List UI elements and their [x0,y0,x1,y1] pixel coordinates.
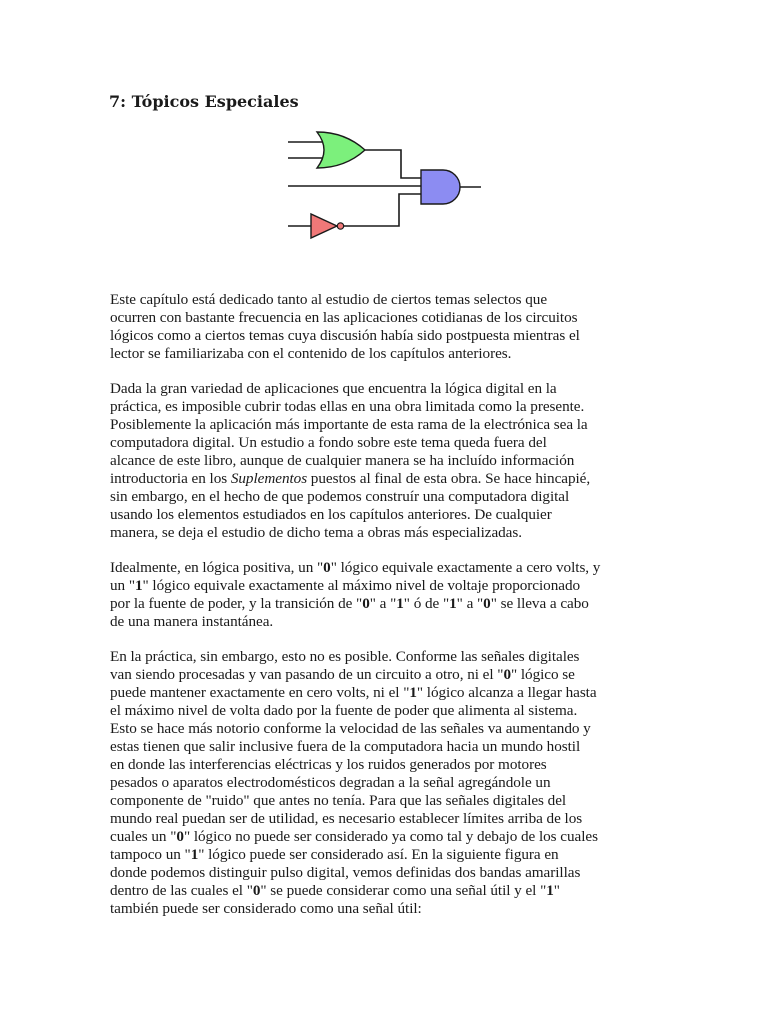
logic-value: 0 [362,595,370,612]
text-line: alcance de este libro, aunque de cualquier manera se ha incluído información [110,452,575,469]
paragraph [110,380,670,542]
text-line: de una manera instantánea. [110,613,274,630]
logic-value: 1 [190,846,199,863]
paragraph [110,559,670,631]
text-line: estas tienen que salir inclusive fuera de la computadora hacia un mundo hostil [110,738,581,755]
logic-value: 1 [396,595,404,612]
logic-value: 1 [449,595,457,612]
paragraph [110,291,670,363]
text-line: un "1" lógico equivale exactamente al máximo nivel de voltaje proporcionado [110,577,581,594]
text-line: ocurren con bastante frecuencia en las aplicaciones cotidianas de los circuitos [110,309,578,326]
logic-value: 1 [409,684,417,701]
text-line: por la fuente de poder, y la transición de "0" a "1" ó de "1" a "0" se lleva a cabo [110,595,589,612]
text-line: cuales un "0" lógico no puede ser considerado ya como tal y debajo de los cuales [110,828,598,845]
not-gate-bubble [337,223,343,229]
text-line: van siendo procesadas y van pasando de un circuito a otro, ni el "0" lógico se [110,666,575,683]
text-line: puede mantener exactamente en cero volts, ni el "1" lógico alcanza a llegar hasta [110,684,597,701]
text-line: práctica, es imposible cubrir todas ellas en una obra limitada como la presente. [110,398,585,415]
page-title: 7: Tópicos Especiales [109,92,299,111]
text-line: computadora digital. Un estudio a fondo sobre este tema queda fuera del [110,434,547,451]
logic-value: 0 [503,666,511,683]
text-line: lector se familiarizaba con el contenido de los capítulos anteriores. [110,345,512,362]
text-line: componente de "ruido" que antes no tenía. Para que las señales digitales del [110,792,567,809]
body-text [110,291,670,935]
logic-value: 1 [134,577,143,594]
text-line: pesados o aparatos electrodomésticos degradan a la señal agregándole un [110,774,551,791]
text-line: introductoria en los Suplementos puestos al final de esta obra. Se hace hincapié, [110,470,591,487]
text-line: Posiblemente la aplicación más importante de esta rama de la electrónica sea la [110,416,588,433]
text-line: usando los elementos estudiados en los capítulos anteriores. De cualquier [110,506,552,523]
text-line: Idealmente, en lógica positiva, un "0" lógico equivale exactamente a cero volts, y [110,559,601,576]
text-line: dentro de las cuales el "0" se puede considerar como una señal útil y el "1" [110,882,560,899]
text-line: tampoco un "1" lógico puede ser considerado así. En la siguiente figura en [110,846,559,863]
logic-gate-diagram [283,124,487,244]
text-line: también puede ser considerado como una señal útil: [110,900,422,917]
text-line: sin embargo, en el hecho de que podemos construír una computadora digital [110,488,570,505]
and-gate [421,170,460,204]
text-line: lógicos como a ciertos temas cuya discusión había sido postpuesta mientras el [110,327,580,344]
text-line: Este capítulo está dedicado tanto al estudio de ciertos temas selectos que [110,291,548,308]
text-line: Dada la gran variedad de aplicaciones que encuentra la lógica digital en la [110,380,557,397]
text-line: el máximo nivel de volta dado por la fuente de poder que alimenta al sistema. [110,702,578,719]
logic-value: 0 [176,828,184,845]
or-gate [317,132,365,168]
emphasis: Suplementos [230,470,308,487]
text-line: en donde las interferencias eléctricas y los ruidos generados por motores [110,756,547,773]
text-line: Esto se hace más notorio conforme la velocidad de las señales va aumentando y [110,720,591,737]
text-line: manera, se deja el estudio de dicho tema a obras más especializadas. [110,524,522,541]
text-line: mundo real puedan ser de utilidad, es necesario establecer límites arriba de los [110,810,583,827]
logic-value: 0 [252,882,261,899]
logic-value: 1 [546,882,554,899]
logic-value: 0 [323,559,331,576]
or-to-and-wire [365,150,421,178]
not-to-and-wire [344,194,421,226]
text-line: En la práctica, sin embargo, esto no es posible. Conforme las señales digitales [110,648,580,665]
paragraph [110,648,670,918]
logic-value: 0 [483,595,491,612]
not-gate [311,214,337,238]
text-line: donde podemos distinguir pulso digital, vemos definidas dos bandas amarillas [110,864,581,881]
